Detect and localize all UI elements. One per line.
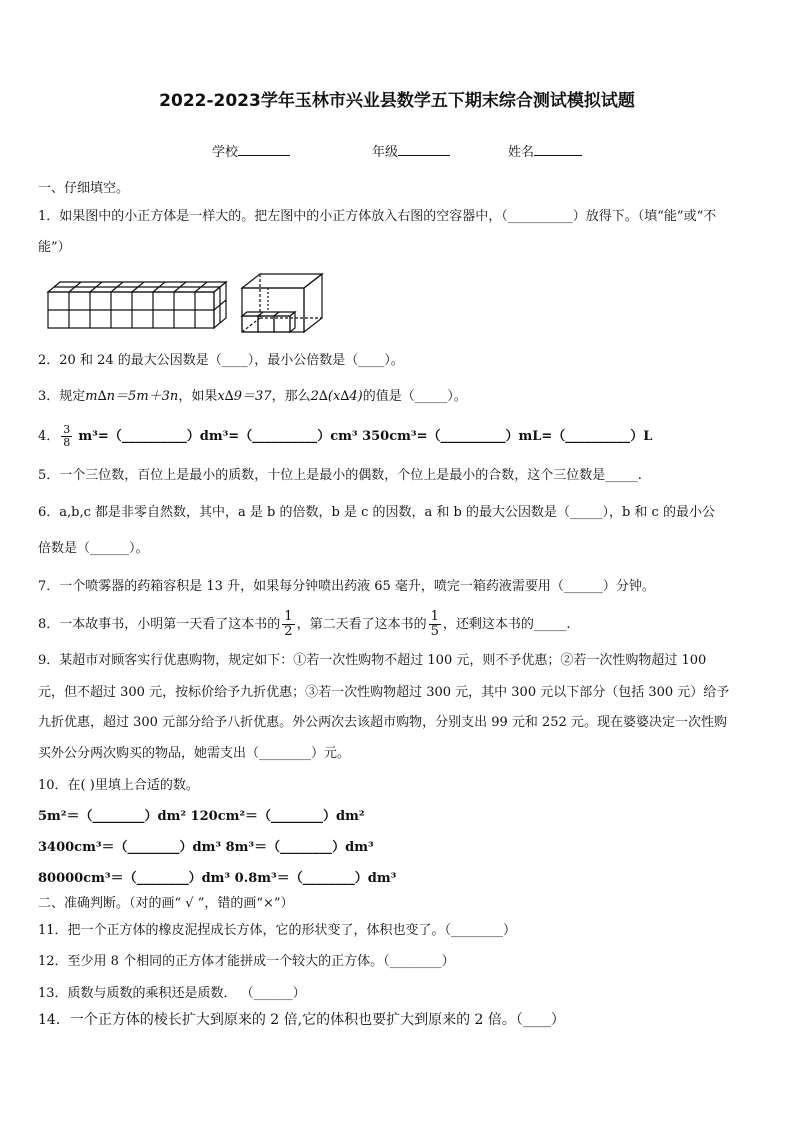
question-3 (38, 388, 467, 406)
question-7: 7．一个喷雾器的药箱容积是 13 升，如果每分钟喷出药液 65 毫升，喷完一箱药液需要用（______）分钟。 (38, 579, 655, 594)
fraction-numerator: 3 (63, 423, 71, 436)
question-8-part-b: ，第二天看了这本书的 (296, 617, 427, 632)
school-field (212, 141, 290, 160)
name-label: 姓名 (508, 145, 535, 160)
cube-block-figure (44, 278, 230, 332)
question-4 (38, 424, 652, 449)
fraction-one-half (282, 610, 294, 639)
container-figure (238, 270, 328, 336)
question-1-line-1: 1．如果图中的小正方体是一样大的。把左图中的小正方体放入右图的空容器中，（__________）放得下。（填“能”或“不 (38, 209, 717, 224)
question-8 (38, 610, 571, 639)
question-3-prefix: 3．规定 (38, 389, 86, 404)
grade-field (372, 141, 450, 160)
question-3-suffix: 的值是（_____）。 (362, 389, 467, 404)
name-blank[interactable] (534, 143, 582, 156)
question-9-line-3: 九折优惠，超过 300 元部分给予八折优惠。外公两次去该超市购物，分别支出 99 元和 252 元。现在婆婆决定一次性购 (38, 715, 727, 730)
fraction-numerator: 1 (284, 609, 293, 624)
question-4-prefix: 4． (38, 429, 60, 444)
section-1-heading: 一、仔细填空。 (38, 181, 130, 196)
question-10-row-2: 3400cm³＝（________）dm³ 8m³＝（________）dm³ (38, 840, 374, 855)
question-9-line-4: 买外公分两次购买的物品，她需支出（________）元。 (38, 746, 351, 761)
question-10-row-1: 5m²＝（________）dm² 120cm²＝（________）dm² (38, 809, 365, 824)
question-13: 13．质数与质数的乘积还是质数． （______） (38, 986, 306, 1001)
fraction-denominator: 5 (430, 624, 439, 639)
fraction-numerator: 1 (430, 609, 439, 624)
question-1-line-2: 能”） (38, 240, 71, 255)
grade-blank[interactable] (398, 143, 450, 156)
question-10-row-3: 80000cm³＝（________）dm³ 0.8m³＝（________）dm³ (38, 871, 397, 886)
fraction-three-eighths (61, 424, 72, 449)
fraction-denominator: 8 (63, 436, 71, 449)
question-6-line-2: 倍数是（______）。 (38, 541, 149, 556)
fraction-one-fifth (429, 610, 441, 639)
question-3-condition: x∆9＝37 (217, 389, 272, 404)
fraction-denominator: 2 (284, 624, 293, 639)
question-9-line-2: 元，但不超过 300 元，按标价给予九折优惠；③若一次性购物超过 300 元，其中 300 元以下部分（包括 300 元）给予 (38, 685, 730, 700)
question-8-part-a: 8．一本故事书，小明第一天看了这本书的 (38, 617, 281, 632)
question-9-line-1: 9．某超市对顾客实行优惠购物，规定如下：①若一次性购物不超过 100 元，则不予优惠；②若一次性购物超过 100 (38, 653, 707, 668)
school-blank[interactable] (238, 143, 290, 156)
question-3-definition: m∆n＝5m＋3n (85, 389, 179, 404)
question-3-mid2: ，那么 (271, 389, 311, 404)
page-title: 2022-2023学年玉林市兴业县数学五下期末综合测试模拟试题 (159, 91, 635, 111)
school-label: 学校 (212, 145, 239, 160)
question-3-expression: 2∆(x∆4) (310, 389, 363, 404)
question-10-heading: 10．在( )里填上合适的数。 (38, 778, 199, 793)
question-12: 12．至少用 8 个相同的正方体才能拼成一个较大的正方体。（________） (38, 954, 455, 969)
question-2: 2．20 和 24 的最大公因数是（____），最小公倍数是（____）。 (38, 353, 404, 368)
question-6-line-1: 6．a,b,c 都是非零自然数，其中，a 是 b 的倍数，b 是 c 的因数，a 和 b 的最大公因数是（_____），b 和 c 的最小公 (38, 505, 715, 520)
section-2-heading: 二、准确判断。（对的画“ √ ”，错的画“×”） (38, 896, 294, 911)
question-3-mid: ，如果 (178, 389, 218, 404)
question-11: 11．把一个正方体的橡皮泥捏成长方体，它的形状变了，体积也变了。（________） (38, 923, 517, 938)
question-8-part-c: ，还剩这本书的_____. (442, 617, 571, 632)
question-4-rest: m³=（__________）dm³=（__________）cm³ 350cm³=（__________）mL=（__________）L (78, 429, 653, 444)
name-field (508, 141, 582, 160)
question-5: 5．一个三位数，百位上是最小的质数，十位上是最小的偶数，个位上是最小的合数，这个三位数是_____. (38, 468, 642, 483)
grade-label: 年级 (372, 145, 399, 160)
question-14: 14．一个正方体的棱长扩大到原来的 2 倍,它的体积也要扩大到原来的 2 倍。（____） (38, 1012, 565, 1028)
